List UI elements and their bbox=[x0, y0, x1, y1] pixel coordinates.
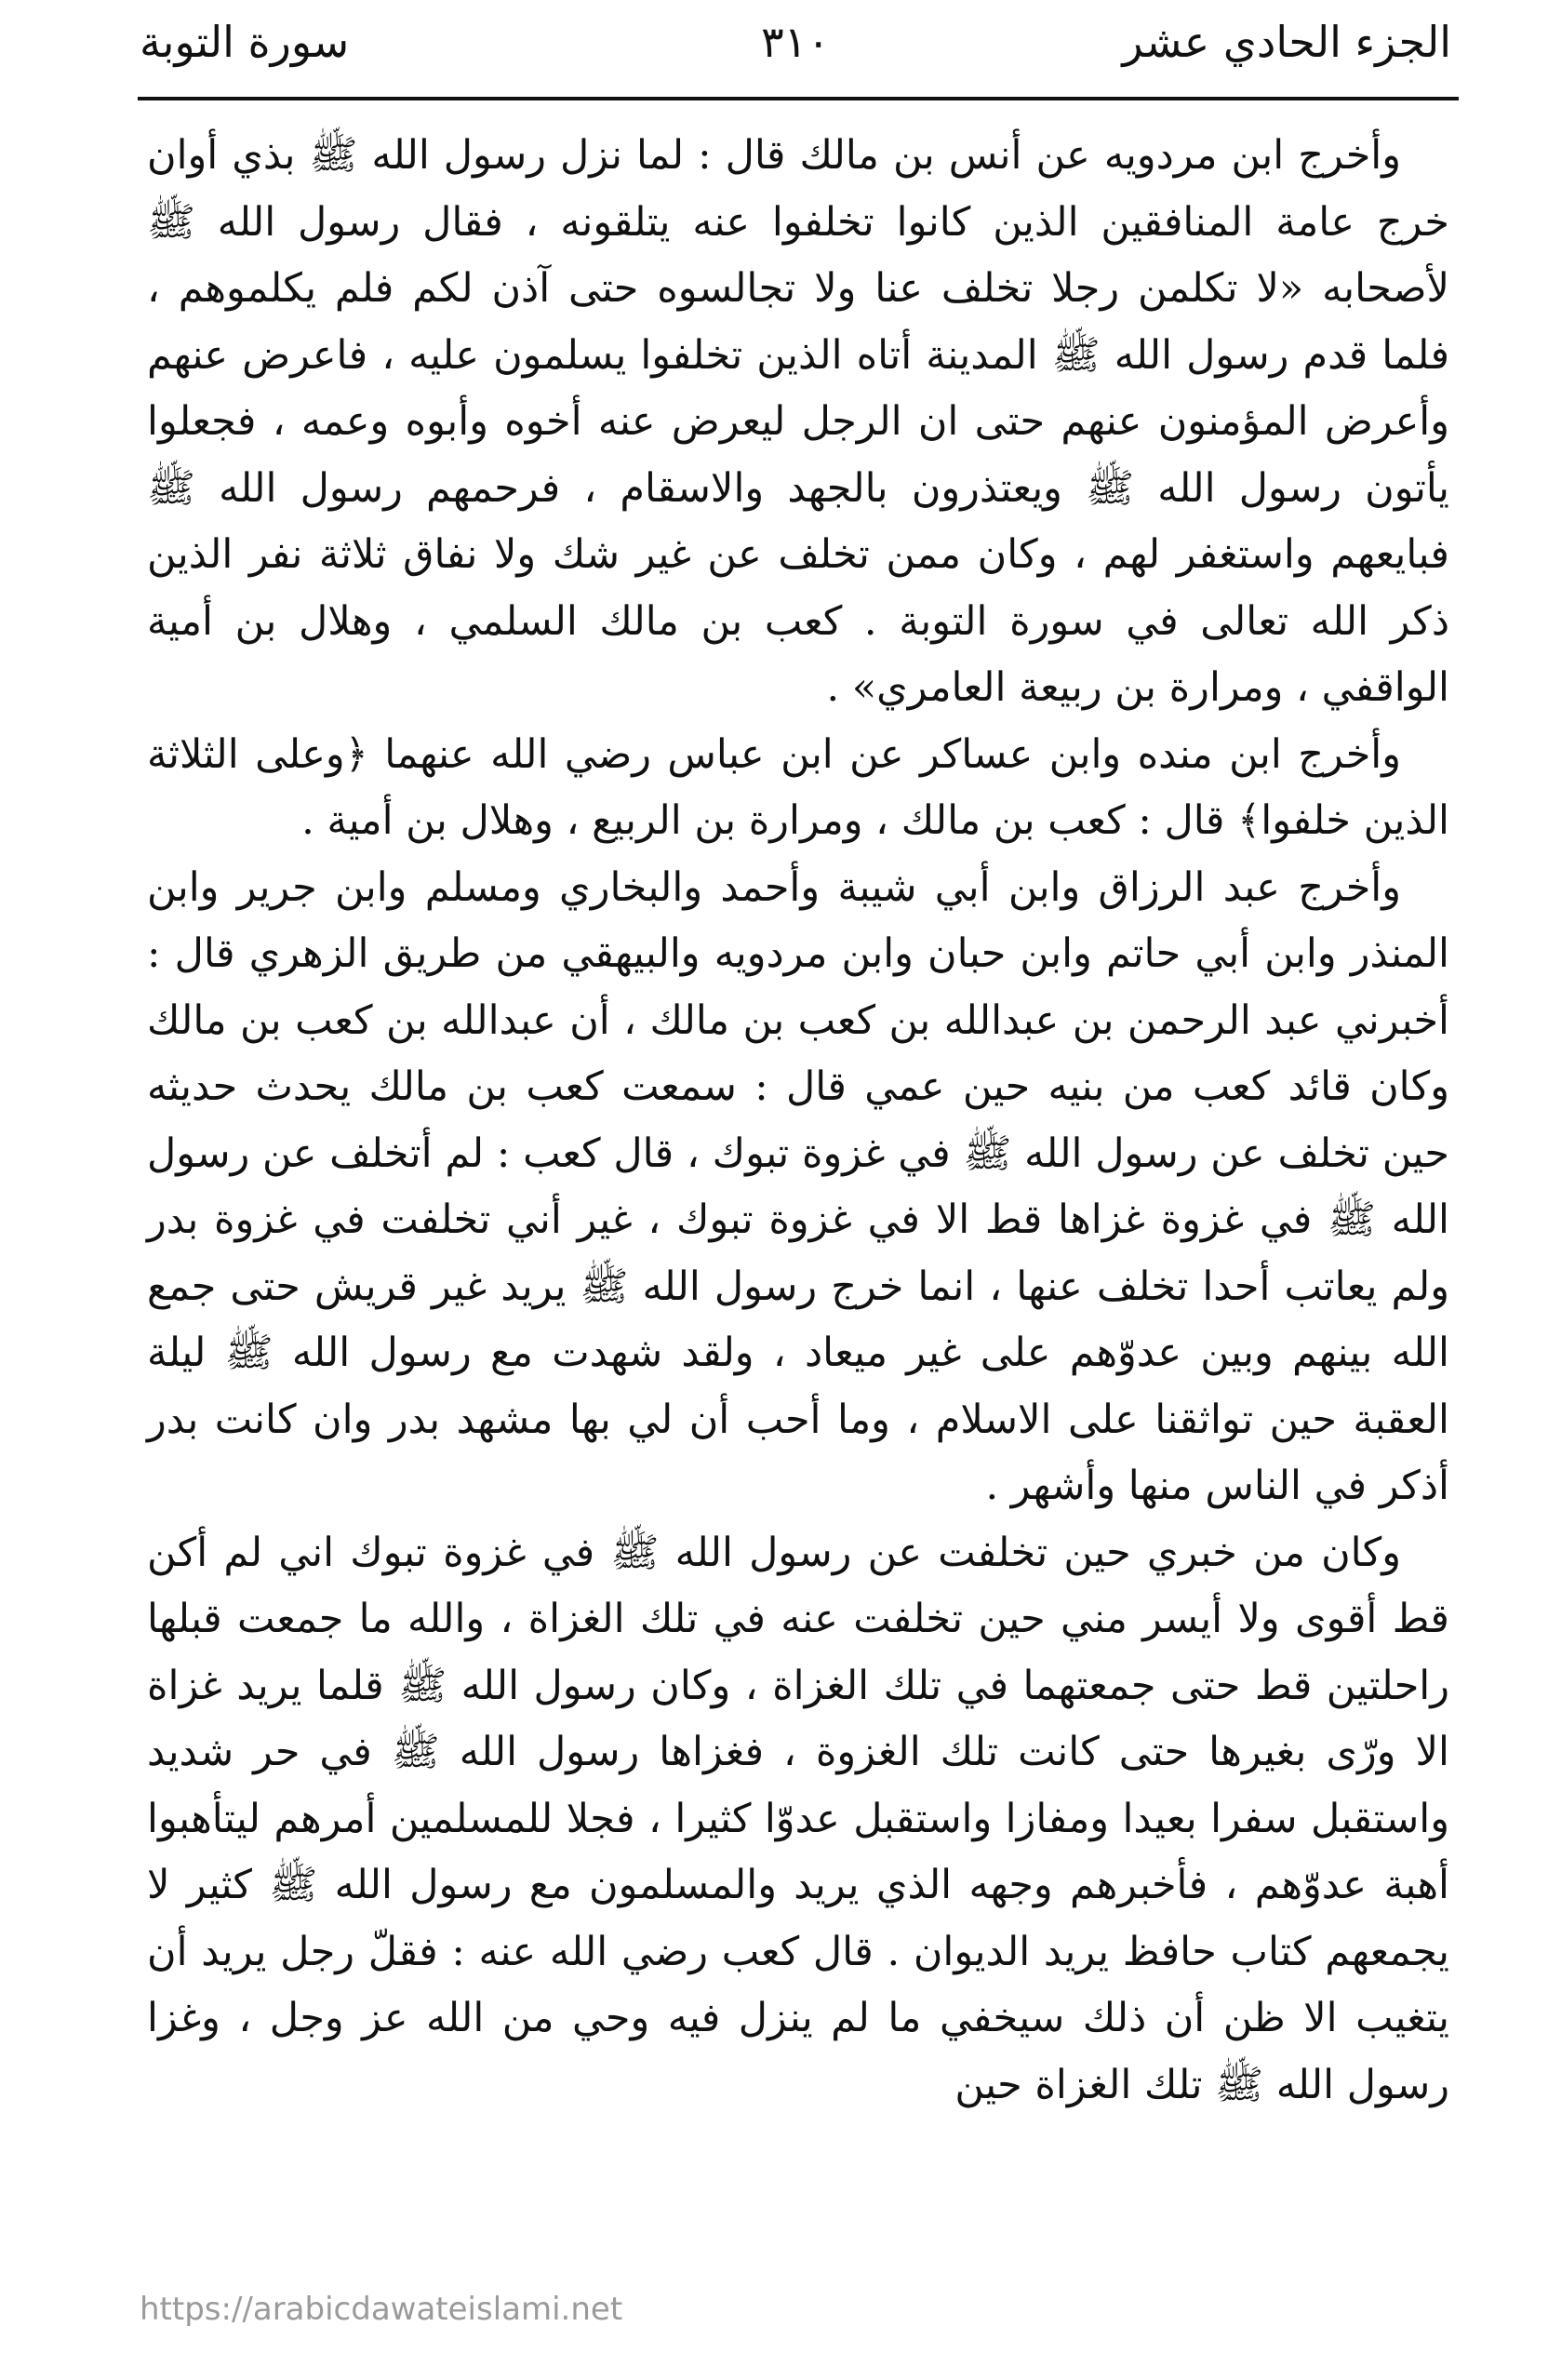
page-body bbox=[147, 123, 1449, 2119]
header-rule bbox=[138, 97, 1459, 100]
part-title: الجزء الحادي عشر bbox=[1122, 17, 1451, 67]
paragraph-3: وأخرج عبد الرزاق وابن أبي شيبة وأحمد والبخاري ومسلم وابن جرير وابن المنذر وابن أبي حاتم وابن حبان وابن مردويه والبيهقي من طريق الزهري قال : أخبرني عبد الرحمن بن عبدالله بن كعب بن مالك ، أن عبدالله بن كعب بن مالك وكان قائد كعب من بنيه حين عمي قال : سمعت كعب بن مالك يحدث حديثه حين تخلف عن رسول الله ﷺ في غزوة تبوك ، قال كعب : لم أتخلف عن رسول الله ﷺ في غزوة غزاها قط الا في غزوة تبوك ، غير أني تخلفت في غزوة بدر ولم يعاتب أحدا تخلف عنها ، انما خرج رسول الله ﷺ يريد غير قريش حتى جمع الله بينهم وبين عدوّهم على غير ميعاد ، ولقد شهدت مع رسول الله ﷺ ليلة العقبة حين تواثقنا على الاسلام ، وما أحب أن لي بها مشهد بدر وان كانت بدر أذكر في الناس منها وأشهر . bbox=[147, 863, 1449, 1509]
page-header bbox=[140, 7, 1451, 100]
surah-title: سورة التوبة bbox=[140, 17, 350, 67]
paragraph-4: وكان من خبري حين تخلفت عن رسول الله ﷺ في غزوة تبوك اني لم أكن قط أقوى ولا أيسر مني حين تخلفت عنه في تلك الغزاة ، والله ما جمعت قبلها راحلتين قط حتى جمعتهما في تلك الغزاة ، وكان رسول الله ﷺ قلما يريد غزاة الا ورّى بغيرها حتى كانت تلك الغزوة ، فغزاها رسول الله ﷺ في حر شديد واستقبل سفرا بعيدا ومفازا واستقبل عدوّا كثيرا ، فجلا للمسلمين أمرهم ليتأهبوا أهبة عدوّهم ، فأخبرهم وجهه الذي يريد والمسلمون مع رسول الله ﷺ كثير لا يجمعهم كتاب حافظ يريد الديوان . قال كعب رضي الله عنه : فقلّ رجل يريد أن يتغيب الا ظن أن ذلك سيخفي ما لم ينزل فيه وحي من الله عز وجل ، وغزا رسول الله ﷺ تلك الغزاة حين bbox=[147, 1529, 1449, 2108]
paragraph-2: وأخرج ابن منده وابن عساكر عن ابن عباس رضي الله عنهما ﴿وعلى الثلاثة الذين خلفوا﴾ قال : كعب بن مالك ، ومرارة بن الربيع ، وهلال بن أمية . bbox=[147, 730, 1449, 844]
watermark-url: https://arabicdawateislami.net bbox=[140, 2291, 623, 2328]
paragraph-1: وأخرج ابن مردويه عن أنس بن مالك قال : لما نزل رسول الله ﷺ بذي أوان خرج عامة المنافقين الذين كانوا تخلفوا عنه يتلقونه ، فقال رسول الله ﷺ لأصحابه «لا تكلمن رجلا تخلف عنا ولا تجالسوه حتى آذن لكم فلم يكلموهم ، فلما قدم رسول الله ﷺ المدينة أتاه الذين تخلفوا يسلمون عليه ، فاعرض عنهم وأعرض المؤمنون عنهم حتى ان الرجل ليعرض عنه أخوه وأبوه وعمه ، فجعلوا يأتون رسول الله ﷺ ويعتذرون بالجهد والاسقام ، فرحمهم رسول الله ﷺ فبايعهم واستغفر لهم ، وكان ممن تخلف عن غير شك ولا نفاق ثلاثة نفر الذين ذكر الله تعالى في سورة التوبة . كعب بن مالك السلمي ، وهلال بن أمية الواقفي ، ومرارة بن ربيعة العامري» . bbox=[147, 132, 1449, 711]
page-number: ٣١٠ bbox=[760, 17, 831, 67]
